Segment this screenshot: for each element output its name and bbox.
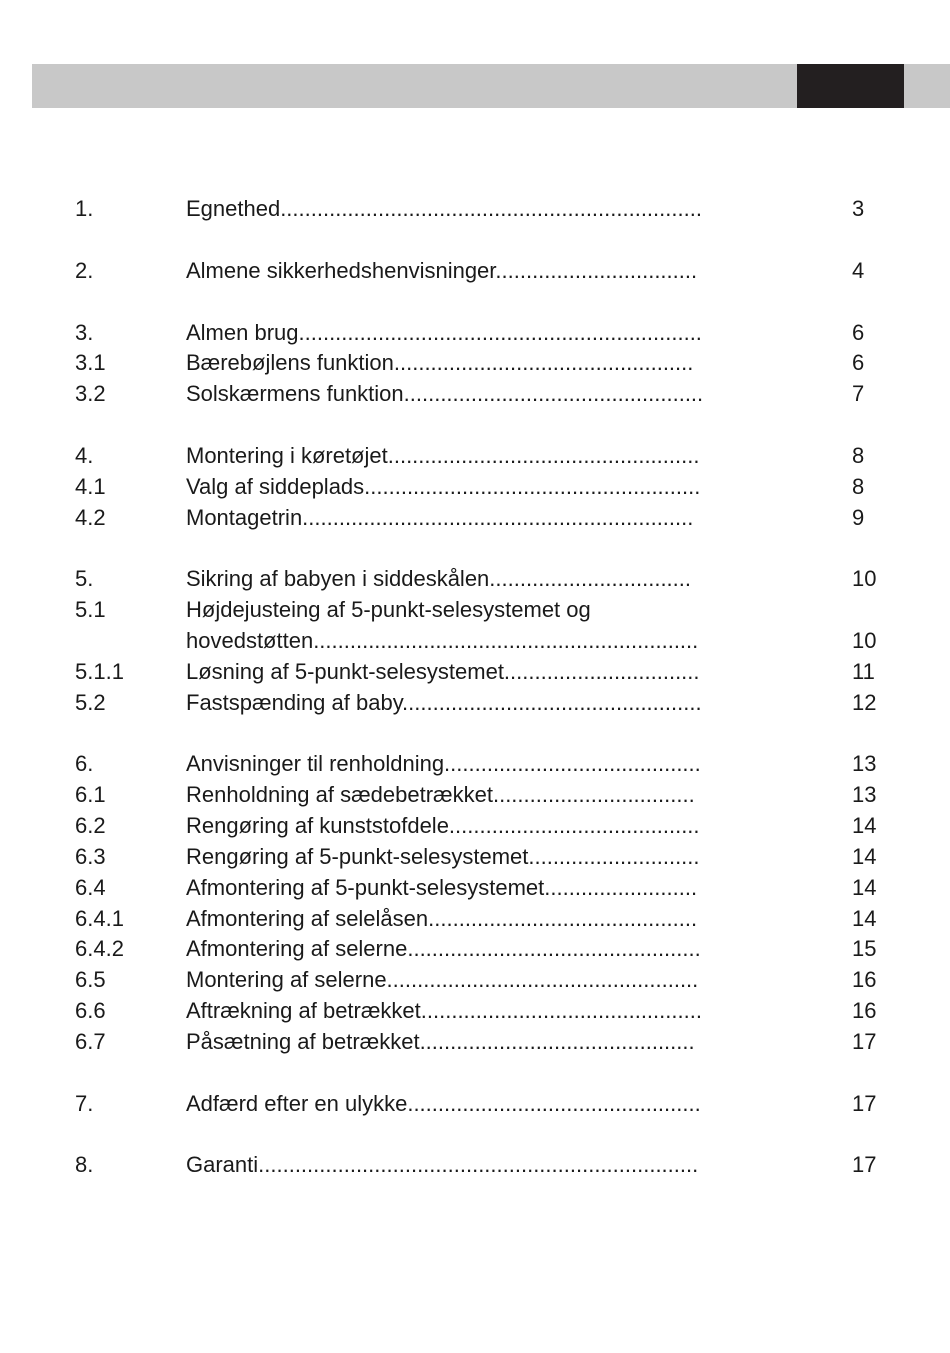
toc-page: 14 [852,906,877,931]
toc-entry[interactable] [0,563,950,594]
toc-title: Adfærd efter en ulykke................................................ [186,1091,701,1116]
toc-title: hovedstøtten............................................................... [186,628,699,653]
toc-page: 14 [852,844,877,869]
toc-page: 17 [852,1091,877,1116]
toc-number: 5.2 [75,690,106,715]
toc-page: 13 [852,782,877,807]
toc-page: 13 [852,751,877,776]
toc-page: 15 [852,936,877,961]
toc-entry[interactable] [0,471,950,502]
toc-title: Afmontering af selelåsen............................................ [186,906,698,931]
toc-entry[interactable] [0,748,950,779]
toc-entry[interactable] [0,872,950,903]
toc-page: 14 [852,875,877,900]
toc-number: 5. [75,566,94,591]
toc-entry[interactable] [0,687,950,718]
toc-entry[interactable] [0,810,950,841]
toc-number: 6.6 [75,998,106,1023]
toc-title: Afmontering af 5-punkt-selesystemet......................... [186,875,698,900]
toc-title: Almen brug.................................................................. [186,320,702,345]
toc-title: Bærebøjlens funktion................................................. [186,350,694,375]
toc-number: 5.1 [75,597,106,622]
toc-entry[interactable] [0,378,950,409]
toc-number: 3.2 [75,381,106,406]
toc-number: 5.1.1 [75,659,124,684]
toc-page: 14 [852,813,877,838]
toc-entry[interactable] [0,933,950,964]
toc-number: 4.2 [75,505,106,530]
toc-title: Garanti........................................................................ [186,1152,699,1177]
toc-title: Valg af siddeplads....................................................... [186,474,701,499]
toc-entry[interactable] [0,255,950,286]
toc-entry[interactable] [0,903,950,934]
toc-number: 6.3 [75,844,106,869]
toc-number: 6.2 [75,813,106,838]
toc-entry[interactable] [0,317,950,348]
toc-number: 6.4.2 [75,936,124,961]
toc-title: Renholdning af sædebetrækket................................. [186,782,695,807]
toc-number: 7. [75,1091,94,1116]
toc-title: Anvisninger til renholdning.......................................... [186,751,701,776]
toc-number: 6.1 [75,782,106,807]
toc-entry-continuation[interactable] [0,625,950,656]
toc-title: Almene sikkerhedshenvisninger................................. [186,258,698,283]
toc-entry[interactable] [0,841,950,872]
toc-entry[interactable] [0,502,950,533]
toc-page: 9 [852,505,865,530]
toc-page: 3 [852,196,865,221]
toc-entry[interactable] [0,964,950,995]
toc-page: 8 [852,474,865,499]
toc-page: 6 [852,320,865,345]
toc-page: 10 [852,566,877,591]
toc-number: 6.7 [75,1029,106,1054]
toc-title: Aftrækning af betrækket.............................................. [186,998,702,1023]
toc-page: 16 [852,967,877,992]
toc-entry[interactable] [0,440,950,471]
toc-entry[interactable] [0,1026,950,1057]
toc-entry[interactable] [0,995,950,1026]
toc-page: 8 [852,443,865,468]
toc-number: 4. [75,443,94,468]
toc-title: Solskærmens funktion................................................. [186,381,704,406]
toc-number: 3. [75,320,94,345]
toc-number: 6.5 [75,967,106,992]
toc-entry[interactable] [0,347,950,378]
toc-entry[interactable] [0,1149,950,1180]
toc-page: 12 [852,690,877,715]
toc-title: Rengøring af kunststofdele......................................... [186,813,700,838]
toc-title: Afmontering af selerne................................................ [186,936,701,961]
toc-page: 6 [852,350,865,375]
toc-page: 10 [852,628,877,653]
toc-entry[interactable] [0,1088,950,1119]
toc-number: 6. [75,751,94,776]
toc-title: Montering af selerne................................................... [186,967,699,992]
header-page-tab [797,64,904,108]
toc-number: 6.4 [75,875,106,900]
toc-title: Højdejusteing af 5-punkt-selesystemet og [186,597,591,622]
toc-number: 4.1 [75,474,106,499]
toc-number: 3.1 [75,350,106,375]
toc-number: 1. [75,196,94,221]
toc-title: Sikring af babyen i siddeskålen................................. [186,566,692,591]
toc-page: 16 [852,998,877,1023]
toc-page: 11 [852,659,875,684]
toc-title: Løsning af 5-punkt-selesystemet................................ [186,659,700,684]
toc-entry[interactable] [0,779,950,810]
toc-page: 17 [852,1152,877,1177]
toc-entry[interactable] [0,656,950,687]
toc-number: 6.4.1 [75,906,124,931]
toc-title: Montagetrin................................................................ [186,505,694,530]
toc-entry[interactable] [0,193,950,224]
toc-title: Egnethed..................................................................... [186,196,702,221]
toc-title: Rengøring af 5-punkt-selesystemet............................ [186,844,700,869]
toc-entry[interactable] [0,594,950,625]
toc-title: Fastspænding af baby................................................. [186,690,702,715]
toc-page: 4 [852,258,865,283]
toc-page: 17 [852,1029,877,1054]
toc-title: Montering i køretøjet................................................... [186,443,700,468]
toc-title: Påsætning af betrækket............................................. [186,1029,695,1054]
toc-number: 2. [75,258,94,283]
toc-number: 8. [75,1152,94,1177]
toc-page: 7 [852,381,865,406]
